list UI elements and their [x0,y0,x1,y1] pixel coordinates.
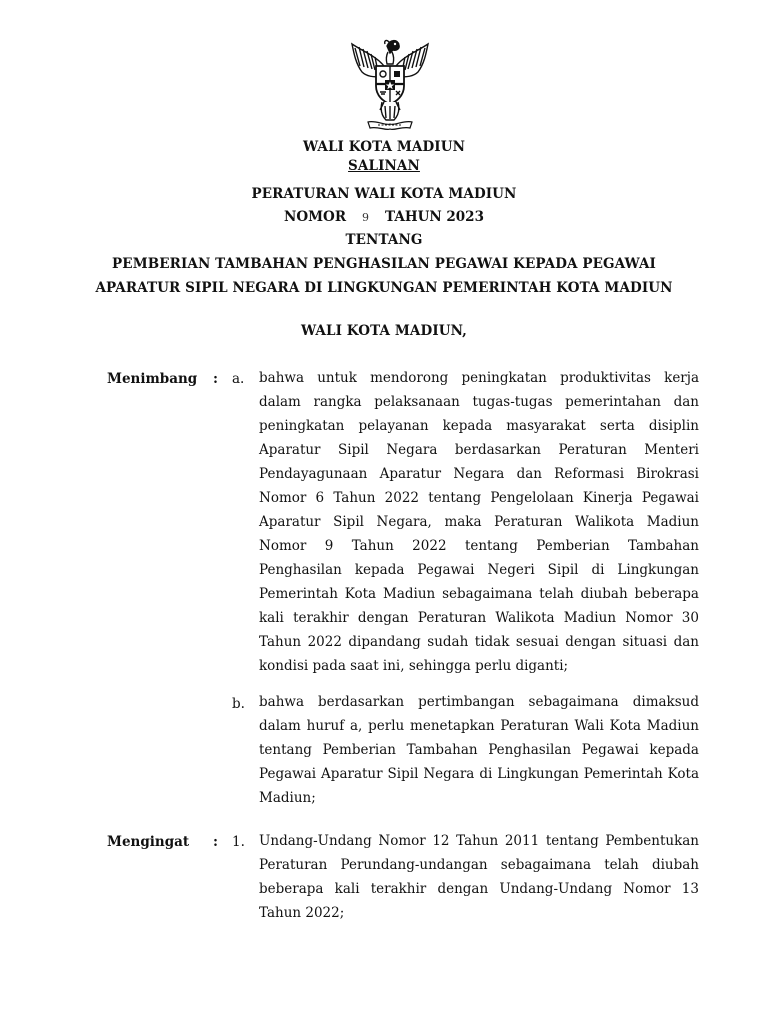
about-label: TENTANG [345,232,423,248]
menimbang-colon: : [213,371,218,387]
mengingat-item-1-text: Undang-Undang Nomor 12 Tahun 2011 tentang Pembentukan Peraturan Perundang-undangan sebagaimana telah diubah beberapa kali terakhir dengan Undang-Undang Nomor 13 Tahun 2022; [259,833,699,921]
issuer-heading: WALI KOTA MADIUN, [301,323,467,339]
menimbang-item-b-text: bahwa berdasarkan pertimbangan sebagaimana dimaksud dalam huruf a, perlu menetapkan Peraturan Wali Kota Madiun tentang Pemberian Tambahan Penghasilan Pegawai kepada Pegawai Aparatur Sipil Negara di Lingkungan Pemerintah Kota Madiun; [259,694,699,806]
authority-heading: WALI KOTA MADIUN [302,139,466,155]
subject-line-2: APARATUR SIPIL NEGARA DI LINGKUNGAN PEMERINTAH KOTA MADIUN [95,280,673,296]
garuda-emblem-icon [346,36,434,134]
regulation-title: PERATURAN WALI KOTA MADIUN [251,186,517,202]
menimbang-label: Menimbang [107,371,198,387]
number-value: 9 [362,211,370,224]
number-suffix: TAHUN 2023 [385,209,484,225]
number-prefix: NOMOR [284,209,347,225]
subject-line-1: PEMBERIAN TAMBAHAN PENGHASILAN PEGAWAI KEPADA PEGAWAI [112,256,656,272]
mengingat-item-1-marker: 1. [232,834,245,850]
menimbang-item-a-text: bahwa untuk mendorong peningkatan produktivitas kerja dalam rangka pelaksanaan tugas-tugas pemerintahan dan peningkatan pelayanan kepada masyarakat serta disiplin Aparatur Sipil Negara berdasarkan Peraturan Menteri Pendayagunaan Aparatur Negara dan Reformasi Birokrasi Nomor 6 Tahun 2022 tentang Pengelolaan Kinerja Pegawai Aparatur Sipil Negara, maka Peraturan Walikota Madiun Nomor 9 Tahun 2022 tentang Pemberian Tambahan Penghasilan kepada Pegawai Negeri Sipil di Lingkungan Pemerintah Kota Madiun sebagaimana telah diubah beberapa kali terakhir dengan Peraturan Walikota Madiun Nomor 30 Tahun 2022 dipandang sudah tidak sesuai dengan situasi dan kondisi pada saat ini, sehingga perlu diganti; [259,370,699,674]
menimbang-item-a-marker: a. [232,371,245,387]
mengingat-label: Mengingat [107,834,190,850]
menimbang-item-b-marker: b. [232,696,245,712]
copy-label: SALINAN [348,158,420,174]
mengingat-colon: : [213,834,218,850]
regulation-number-line [0,209,768,225]
